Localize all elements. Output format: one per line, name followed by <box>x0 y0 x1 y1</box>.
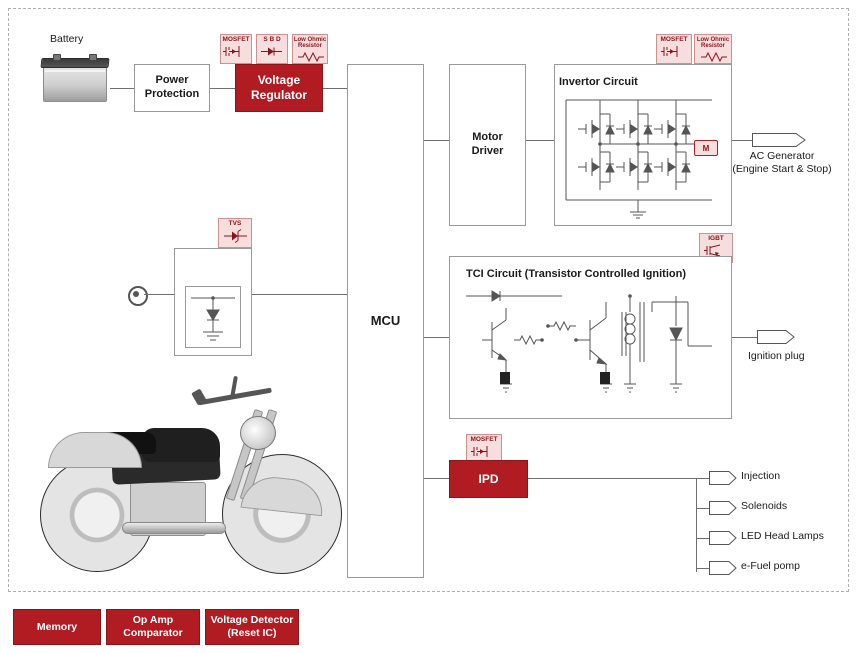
wire-regulator-to-mcu <box>323 88 347 89</box>
voltage-regulator-label-1: Voltage <box>257 73 301 87</box>
voltage-regulator-block <box>235 64 323 112</box>
ipd-block <box>449 460 528 498</box>
tag-label: MOSFET <box>222 36 250 43</box>
ac-generator-label-1: AC Generator <box>749 150 815 162</box>
motor-driver-label-1: Motor <box>472 131 503 144</box>
led-head-lamps-output-marker <box>709 529 737 547</box>
tag-label: S B D <box>263 36 281 43</box>
battery-icon <box>39 52 111 104</box>
wire-power-protection-to-regulator <box>210 88 235 89</box>
injection-output-marker <box>709 469 737 487</box>
wire-io-protection-to-mcu <box>252 294 347 295</box>
ipd-label: IPD <box>478 471 499 486</box>
battery-label: Battery <box>50 33 84 45</box>
solenoids-label: Solenoids <box>741 500 788 512</box>
tag-label: TVS <box>228 220 242 227</box>
legend-op-amp-label-1: Op Amp <box>132 614 174 627</box>
e-fuel-pomp-output-marker <box>709 559 737 577</box>
wire-ipd-bus-vertical <box>696 478 697 572</box>
legend-op-amp-label-2: Comparator <box>123 627 183 639</box>
legend-voltage-detector-label-2: (Reset IC) <box>227 627 277 639</box>
legend-op-amp-comparator <box>106 609 200 645</box>
legend-voltage-detector <box>205 609 299 645</box>
wire-invertor-to-ac-generator <box>732 140 754 141</box>
power-protection-label-2: Protection <box>144 88 200 100</box>
wire-ipd-led-head-lamps <box>696 538 710 539</box>
invertor-circuit-title: Invertor Circuit <box>559 76 638 88</box>
ac-generator-label <box>712 150 852 175</box>
wire-ipd-bus <box>528 478 696 479</box>
tag-low-ohmic-resistor-voltage-regulator <box>292 34 328 64</box>
motor-driver-block <box>449 64 526 226</box>
wire-mcu-to-motor-driver <box>424 140 449 141</box>
ac-generator-output-marker <box>752 131 806 149</box>
ignition-plug-label: Ignition plug <box>748 350 805 362</box>
wire-connector-to-io-protection <box>144 294 174 295</box>
wire-ipd-solenoids <box>696 508 710 509</box>
wire-mcu-to-ipd <box>424 478 449 479</box>
tag-tvs-io-protection <box>218 218 252 248</box>
led-head-lamps-label: LED Head Lamps <box>741 530 824 542</box>
tag-label: MOSFET <box>660 36 688 43</box>
motor-symbol-label: M <box>702 143 710 153</box>
voltage-regulator-label-2: Regulator <box>250 88 307 102</box>
wire-ipd-injection <box>696 478 710 479</box>
tag-mosfet-voltage-regulator <box>220 34 252 64</box>
io-protection-schematic <box>187 288 239 346</box>
tag-label-2: Resistor <box>297 43 322 50</box>
e-fuel-pomp-label: e-Fuel pomp <box>741 560 800 572</box>
io-input-connector-dot <box>133 291 139 297</box>
solenoids-output-marker <box>709 499 737 517</box>
ignition-plug-output-marker <box>757 328 795 346</box>
tag-low-ohmic-resistor-invertor <box>694 34 732 64</box>
wire-ipd-e-fuel-pomp <box>696 568 710 569</box>
power-protection-block <box>134 64 210 112</box>
ac-generator-label-2: (Engine Start & Stop) <box>732 162 832 175</box>
power-protection-label-1: Power <box>155 74 189 87</box>
injection-label: Injection <box>741 470 781 482</box>
wire-mcu-to-tci <box>424 337 449 338</box>
mcu-block <box>347 64 424 578</box>
motor-driver-label-2: Driver <box>471 145 504 157</box>
motorcycle-photo <box>26 370 336 575</box>
tci-circuit-title: TCI Circuit (Transistor Controlled Ignition) <box>466 268 686 280</box>
legend-memory-label: Memory <box>36 620 78 633</box>
wire-battery-to-power-protection <box>110 88 134 89</box>
tag-label: MOSFET <box>470 436 498 443</box>
legend-voltage-detector-label-1: Voltage Detector <box>210 614 294 627</box>
mcu-label: MCU <box>370 312 401 328</box>
tag-label-2: Resistor <box>700 43 725 50</box>
tag-label-1: Low Ohmic <box>293 37 327 43</box>
wire-tci-to-ignition-plug <box>732 337 759 338</box>
tag-sbd-voltage-regulator <box>256 34 288 64</box>
tag-label: IGBT <box>708 235 724 242</box>
tag-label-1: Low Ohmic <box>696 37 730 43</box>
wire-motor-driver-to-invertor <box>526 140 554 141</box>
tag-mosfet-invertor <box>656 34 692 64</box>
tci-schematic <box>462 286 720 408</box>
legend-memory <box>13 609 101 645</box>
